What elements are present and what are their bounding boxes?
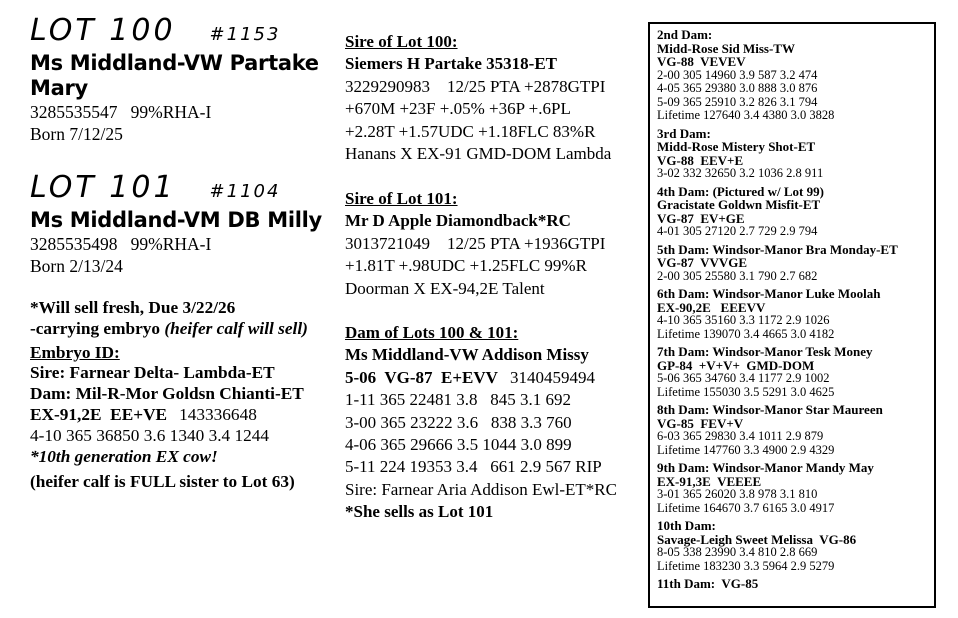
pedigree-dam-section [657, 287, 927, 341]
pedigree-dam-heading: 8th Dam: Windsor-Manor Star Maureen [657, 402, 883, 417]
lot-100-born-date: Born 7/12/25 [30, 124, 123, 144]
pedigree-dam-heading: EX-90,2E EEEVV [657, 299, 766, 315]
pedigree-box [648, 22, 936, 608]
pedigree-dam-heading: Midd-Rose Mistery Shot-ET [657, 139, 816, 154]
pedigree-record-line: Lifetime 127640 3.4 4380 3.0 3828 [657, 108, 835, 122]
pedigree-dam-heading: GP-84 +V+V+ GMD-DOM [657, 357, 815, 373]
pedigree-dam-heading: VG-88 EEV+E [657, 152, 744, 168]
sire-100-name: Siemers H Partake 35318-ET [345, 54, 557, 74]
pedigree-dam-heading: 6th Dam: Windsor-Manor Luke Moolah [657, 286, 881, 301]
heifer-calf-note: (heifer calf will sell) [164, 318, 308, 338]
dam-record-line: 5-11 224 19353 3.4 661 2.9 567 RIP [345, 457, 602, 477]
pedigree-dam-section [657, 577, 927, 591]
dam-record-line: 1-11 365 22481 3.8 845 3.1 692 [345, 390, 572, 410]
pedigree-record-line: 2-00 305 25580 3.1 790 2.7 682 [657, 268, 818, 283]
dam-sells-note: *She sells as Lot 101 [345, 502, 494, 522]
dam-registration: 3140459494 [509, 367, 595, 387]
pedigree-dam-section [657, 519, 927, 573]
lot-100-block [30, 14, 342, 145]
sale-notes-block [30, 298, 348, 493]
pedigree-dam-heading: 4th Dam: (Pictured w/ Lot 99) [657, 183, 824, 199]
pedigree-dam-heading: 5th Dam: Windsor-Manor Bra Monday-ET [657, 241, 898, 257]
pedigree-record-line: Lifetime 164670 3.7 6165 3.0 4917 [657, 500, 835, 515]
pedigree-record-line: Lifetime 139070 3.4 4665 3.0 4182 [657, 326, 835, 341]
pedigree-record-line: 4-10 365 35160 3.3 1172 2.9 1026 [657, 313, 830, 327]
pedigree-dam-section [657, 403, 927, 457]
lot-100-title: LOT 100 [30, 13, 176, 48]
pedigree-dam-heading: VG-88 VEVEV [657, 54, 746, 69]
sire-101-pta-line: 3013721049 12/25 PTA +1936GTPI [345, 233, 606, 253]
embryo-dam-score-line [30, 405, 348, 426]
sire-101-name: Mr D Apple Diamondback*RC [345, 211, 571, 231]
pedigree-dam-heading: 10th Dam: [657, 518, 716, 533]
pedigree-dam-section [657, 345, 927, 399]
carrying-embryo-text: -carrying embryo [30, 318, 165, 338]
pedigree-dam-heading: 11th Dam: VG-85 [657, 576, 759, 591]
sire-of-lot-101-block [345, 188, 645, 300]
pedigree-record-line: Lifetime 147760 3.3 4900 2.9 4329 [657, 442, 835, 457]
pedigree-dam-heading: VG-85 FEV+V [657, 415, 744, 431]
lot-100-registration: 3285535547 99%RHA-I [30, 102, 212, 122]
lot-101-title: LOT 101 [30, 170, 176, 205]
lot-100-catalog-number: #1153 [209, 24, 281, 45]
dam-record-line: 4-06 365 29666 3.5 1044 3.0 899 [345, 435, 572, 455]
sire-100-pedigree-line: Hanans X EX-91 GMD-DOM Lambda [345, 144, 612, 164]
pedigree-record-line: 3-02 332 32650 3.2 1036 2.8 911 [657, 166, 824, 180]
pedigree-dam-heading: VG-87 EV+GE [657, 210, 745, 226]
lot-100-heading [30, 14, 342, 48]
pedigree-record-line: 5-09 365 25910 3.2 826 3.1 794 [657, 94, 818, 109]
lot-101-block [30, 171, 342, 277]
pedigree-record-line: 4-01 305 27120 2.7 729 2.9 794 [657, 224, 818, 238]
pedigree-dam-heading: 9th Dam: Windsor-Manor Mandy May [657, 460, 874, 475]
sire-of-lot-100-block [345, 31, 645, 165]
dam-header: Dam of Lots 100 & 101: [345, 323, 519, 342]
pedigree-dam-heading: EX-91,3E VEEEE [657, 473, 762, 489]
sire-100-pta-line: +2.28T +1.57UDC +1.18FLC 83%R [345, 121, 596, 141]
dam-score: 5-06 VG-87 E+EVV [345, 367, 498, 387]
sire-101-header: Sire of Lot 101: [345, 189, 458, 208]
embryo-dam-record: 4-10 365 36850 3.6 1340 3.4 1244 [30, 425, 270, 445]
lot-101-heading [30, 171, 342, 205]
dam-of-lots-block [345, 322, 645, 524]
dam-name: Ms Middland-VW Addison Missy [345, 345, 589, 365]
sire-101-pedigree-line: Doorman X EX-94,2E Talent [345, 278, 545, 298]
pedigree-dam-heading: Gracistate Goldwn Misfit-ET [657, 197, 821, 212]
sire-101-pta-line: +1.81T +.98UDC +1.25FLC 99%R [345, 256, 587, 276]
lot-101-animal-name: Ms Middland-VM DB Milly [30, 208, 322, 232]
dam-sire-line: Sire: Farnear Aria Addison Ewl-ET*RC [345, 479, 617, 499]
sire-100-pta-line: 3229290983 12/25 PTA +2878GTPI [345, 76, 606, 96]
pedigree-record-line: 6-03 365 29830 3.4 1011 2.9 879 [657, 429, 824, 443]
pedigree-dam-section [657, 185, 927, 239]
sire-100-pta-line: +670M +23F +.05% +36P +.6PL [345, 99, 571, 119]
pedigree-dam-heading: VG-87 VVVGE [657, 255, 748, 270]
pedigree-record-line: Lifetime 155030 3.5 5291 3.0 4625 [657, 384, 835, 399]
generation-note: *10th generation EX cow! [30, 446, 218, 466]
embryo-dam-line: Dam: Mil-R-Mor Goldsn Chianti-ET [30, 384, 304, 404]
pedigree-record-line: Lifetime 183230 3.3 5964 2.9 5279 [657, 558, 835, 573]
pedigree-record-line: 2-00 305 14960 3.9 587 3.2 474 [657, 67, 818, 82]
carrying-embryo-note [30, 319, 348, 340]
pedigree-dam-heading: Midd-Rose Sid Miss-TW [657, 40, 795, 56]
pedigree-record-line: 5-06 365 34760 3.4 1177 2.9 1002 [657, 371, 830, 385]
lot-101-registration: 3285535498 99%RHA-I [30, 234, 212, 254]
pedigree-dam-heading: Savage-Leigh Sweet Melissa VG-86 [657, 531, 857, 547]
pedigree-record-line: 3-01 365 26020 3.8 978 3.1 810 [657, 487, 818, 501]
sire-100-header: Sire of Lot 100: [345, 32, 458, 51]
embryo-sire-line: Sire: Farnear Delta- Lambda-ET [30, 363, 275, 383]
dam-score-line [345, 367, 645, 389]
pedigree-record-line: 4-05 365 29380 3.0 888 3.0 876 [657, 81, 818, 95]
lot-100-animal-name: Ms Middland-VW Partake Mary [30, 51, 319, 100]
embryo-dam-score: EX-91,2E EE+VE [30, 404, 168, 424]
full-sister-note: (heifer calf is FULL sister to Lot 63) [30, 472, 295, 492]
pedigree-dam-section [657, 28, 927, 123]
lot-101-born-date: Born 2/13/24 [30, 256, 123, 276]
pedigree-dam-section [657, 243, 927, 284]
pedigree-dam-heading: 3rd Dam: [657, 125, 711, 141]
pedigree-record-line: 8-05 338 23990 3.4 810 2.8 669 [657, 545, 818, 559]
fresh-note: *Will sell fresh, Due 3/22/26 [30, 298, 236, 317]
embryo-dam-registration: 143336648 [179, 404, 257, 424]
pedigree-dam-section [657, 461, 927, 515]
lot-101-catalog-number: #1104 [209, 181, 281, 202]
pedigree-dam-heading: 2nd Dam: [657, 27, 713, 42]
embryo-id-header: Embryo ID: [30, 342, 120, 362]
pedigree-dam-section [657, 127, 927, 181]
dam-record-line: 3-00 365 23222 3.6 838 3.3 760 [345, 412, 572, 432]
pedigree-dam-heading: 7th Dam: Windsor-Manor Tesk Money [657, 344, 873, 359]
